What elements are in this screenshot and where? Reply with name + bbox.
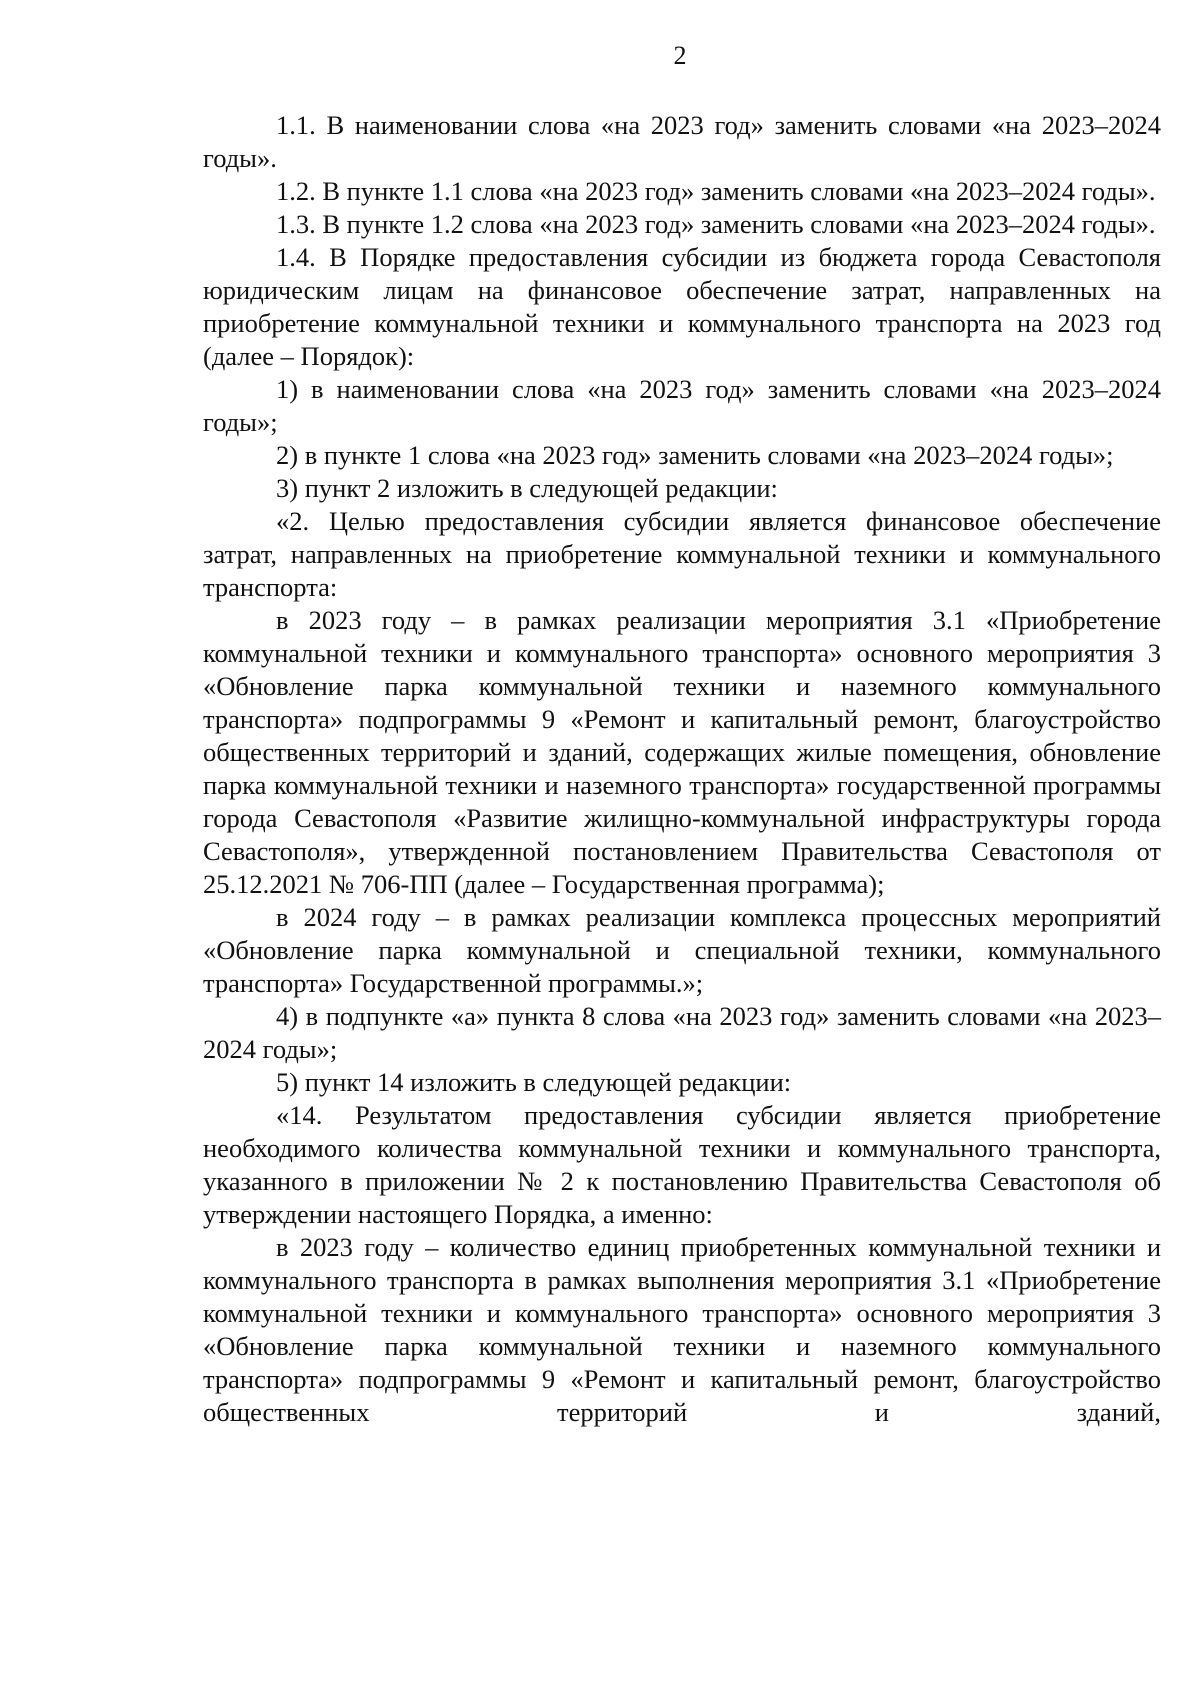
subitem-5: 5) пункт 14 изложить в следующей редакции: xyxy=(276,1067,792,1097)
subitem-2: 2) в пункте 1 слова «на 2023 год» заменить словами «на 2023–2024 годы»; xyxy=(276,440,1114,470)
paragraph-1-1: 1.1. В наименовании слова «на 2023 год» заменить словами «на 2023–2024 годы». xyxy=(203,110,1161,173)
paragraph-1-4: 1.4. В Порядке предоставления субсидии из бюджета города Севастополя юридическим лицам на финансовое обеспечение затрат, направленных на приобретение коммунальной техники и коммунального транспорта на 2023 год (далее – Порядок): xyxy=(203,242,1161,371)
year-2023-clause: в 2023 году – в рамках реализации мероприятия 3.1 «Приобретение коммунальной техники и коммунального транспорта» основного мероприятия 3 «Обновление парка коммунальной техники и наземного коммунального транспорта» подпрограммы 9 «Ремонт и капитальный ремонт, благоустройство общественных территорий и зданий, содержащих жилые помещения, обновление парка коммунальной техники и наземного транспорта» государственной программы города Севастополя «Развитие жилищно-коммунальной инфраструктуры города Севастополя», утвержденной постановлением Правительства Севастополя от 25.12.2021 № 706-ПП (далее – Государственная программа); xyxy=(203,605,1161,899)
result-2023-clause: в 2023 году – количество единиц приобретенных коммунальной техники и коммунального транспорта в рамках выполнения мероприятия 3.1 «Приобретение коммунальной техники и коммунального транспорта» основного мероприятия 3 «Обновление парка коммунальной техники и наземного коммунального транспорта» подпрограммы 9 «Ремонт и капитальный ремонт, благоустройство общественных территорий и зданий, xyxy=(203,1232,1161,1427)
subitem-4: 4) в подпункте «а» пункта 8 слова «на 2023 год» заменить словами «на 2023–2024 годы»; xyxy=(203,1001,1161,1064)
subitem-3: 3) пункт 2 изложить в следующей редакции: xyxy=(276,473,778,503)
document-body xyxy=(203,109,1161,1429)
paragraph-1-2: 1.2. В пункте 1.1 слова «на 2023 год» заменить словами «на 2023–2024 годы». xyxy=(276,176,1156,206)
paragraph-1-3: 1.3. В пункте 1.2 слова «на 2023 год» заменить словами «на 2023–2024 годы». xyxy=(276,209,1156,239)
quoted-point-14: «14. Результатом предоставления субсидии является приобретение необходимого количества коммунальной техники и коммунального транспорта, указанного в приложении № 2 к постановлению Правительства Севастополя об утверждении настоящего Порядка, а именно: xyxy=(203,1100,1161,1229)
year-2024-clause: в 2024 году – в рамках реализации комплекса процессных мероприятий «Обновление парка коммунальной и специальной техники, коммунального транспорта» Государственной программы.»; xyxy=(203,902,1161,998)
subitem-1: 1) в наименовании слова «на 2023 год» заменить словами «на 2023–2024 годы»; xyxy=(203,374,1161,437)
page-number: 2 xyxy=(673,41,687,70)
quoted-point-2: «2. Целью предоставления субсидии является финансовое обеспечение затрат, направленных на приобретение коммунальной техники и коммунального транспорта: xyxy=(203,506,1161,602)
